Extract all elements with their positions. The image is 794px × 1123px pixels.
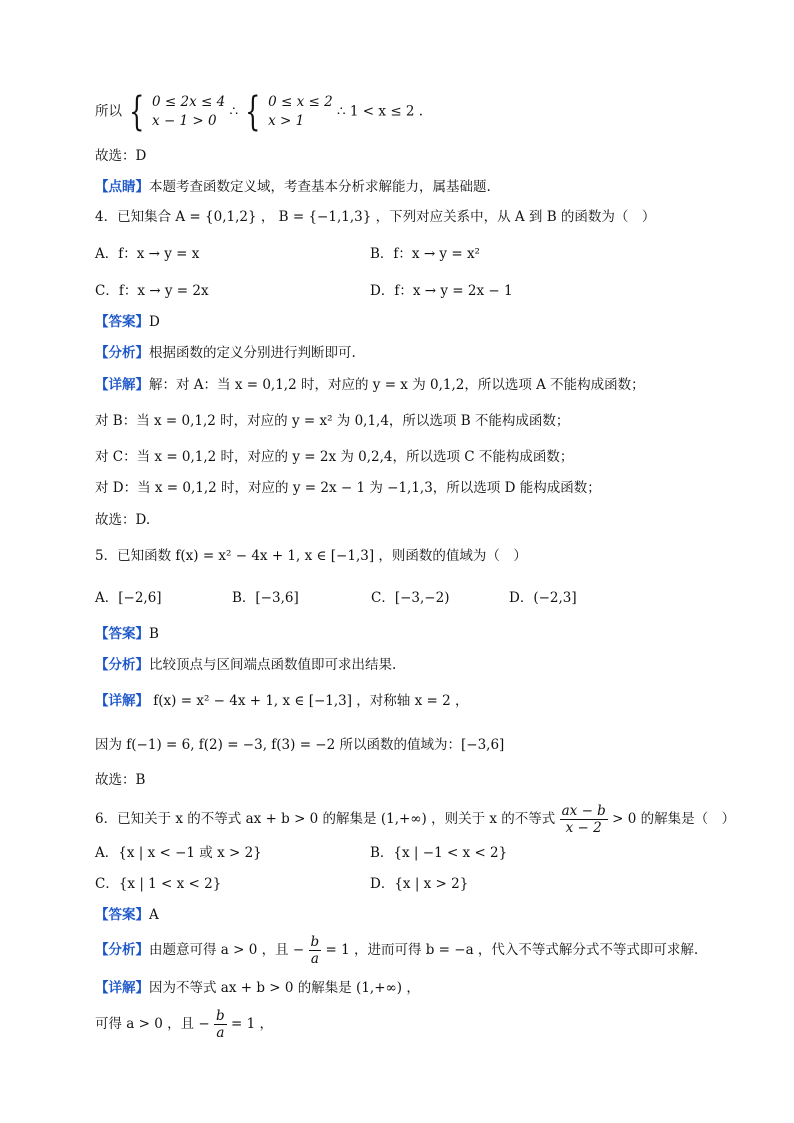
question-5-detail-2: 因为 f(−1) = 6, f(2) = −3, f(3) = −2 所以函数的值域为：[−3,6] xyxy=(95,737,505,753)
question-5-detail-1: 【详解】 f(x) = x² − 4x + 1, x ∈ [−1,3] ，对称轴 x = 2 ， xyxy=(95,693,469,709)
question-4-detail-1: 【详解】解：对 A：当 x = 0,1,2 时，对应的 y = x 为 0,1,2，所以选项 A 不能构成函数； xyxy=(95,377,645,393)
option-b: B．f：x → y = x² xyxy=(370,246,480,262)
option-d: D．(−2,3] xyxy=(509,590,577,606)
question-4-stem: 4．已知集合 A = {0,1,2} ， B = {−1,1,3} ，下列对应关系中，从 A 到 B 的函数为（ ） xyxy=(95,209,656,225)
question-6-detail-2: 可得 a > 0 ，且 − $\frac{b}{a}$ = 1 ， xyxy=(95,1008,273,1041)
result-text: ∴ 1 < x ≤ 2 . xyxy=(337,103,424,120)
option-c: C．[−3,−2) xyxy=(371,590,450,606)
answer-tag: 【答案】 xyxy=(95,314,149,330)
left-brace: { xyxy=(129,89,145,135)
option-d: D．f：x → y = 2x − 1 xyxy=(370,283,513,299)
option-c: C．f：x → y = 2x xyxy=(95,283,209,299)
question-5-conclusion: 故选：B xyxy=(95,772,146,788)
question-6-stem: 6．已知关于 x 的不等式 ax + b > 0 的解集是 (1,+∞) ，则关于 x 的不等式 $\frac{ax - b}{x - 2}$ > 0 的解集是（ ） xyxy=(95,803,736,836)
option-a: A．f：x → y = x xyxy=(95,246,200,262)
option-c: C．{x | 1 < x < 2} xyxy=(95,876,222,892)
answer-tag: 【答案】 xyxy=(95,626,149,642)
question-6-detail-1: 【详解】因为不等式 ax + b > 0 的解集是 (1,+∞) ， xyxy=(95,980,420,996)
comment-line: 【点睛】本题考查函数定义域，考查基本分析求解能力，属基础题. xyxy=(95,179,491,195)
comment-tag: 【点睛】 xyxy=(95,179,149,195)
domain-conclusion-line: 所以 { 0 ≤ 2x ≤ 4 x − 1 > 0 ∴ { 0 ≤ x ≤ 2 x > 1 ∴ 1 < x ≤ 2 . xyxy=(95,89,424,135)
question-5-answer: 【答案】B xyxy=(95,626,159,642)
fraction: $\frac{b}{a}$ xyxy=(216,1008,225,1041)
option-a: A．{x | x < −1 或 x > 2} xyxy=(95,845,262,861)
analysis-tag: 【分析】 xyxy=(95,657,149,673)
question-4-detail-2: 对 B：当 x = 0,1,2 时，对应的 y = x² 为 0,1,4，所以选项 B 不能构成函数； xyxy=(95,413,570,429)
inequality-system-1: 0 ≤ 2x ≤ 4 x − 1 > 0 xyxy=(152,94,226,129)
option-a: A．[−2,6] xyxy=(95,590,162,606)
option-b: B．{x | −1 < x < 2} xyxy=(370,845,508,861)
left-brace: { xyxy=(245,89,261,135)
question-6-analysis: 【分析】由题意可得 a > 0 ，且 − $\frac{b}{a}$ = 1 ，进而可得 b = −a ，代入不等式解分式不等式即可求解. xyxy=(95,934,699,967)
fraction: $\frac{b}{a}$ xyxy=(310,934,320,967)
inequality-system-2: 0 ≤ x ≤ 2 x > 1 xyxy=(268,94,333,129)
question-5-stem: 5．已知函数 f(x) = x² − 4x + 1, x ∈ [−1,3] ，则函数的值域为（ ） xyxy=(95,548,527,564)
question-4-answer: 【答案】D xyxy=(95,314,160,330)
detail-tag: 【详解】 xyxy=(95,693,149,709)
prefix-text: 所以 xyxy=(95,103,122,120)
question-4-conclusion: 故选：D. xyxy=(95,512,151,528)
question-4-detail-3: 对 C：当 x = 0,1,2 时，对应的 y = 2x 为 0,2,4，所以选项 C 不能构成函数； xyxy=(95,449,574,465)
analysis-tag: 【分析】 xyxy=(95,942,149,958)
option-d: D．{x | x > 2} xyxy=(370,876,469,892)
question-6-answer: 【答案】A xyxy=(95,907,159,923)
question-4-analysis: 【分析】根据函数的定义分别进行判断即可. xyxy=(95,345,356,361)
analysis-tag: 【分析】 xyxy=(95,345,149,361)
question-5-analysis: 【分析】比较顶点与区间端点函数值即可求出结果. xyxy=(95,657,397,673)
detail-tag: 【详解】 xyxy=(95,377,149,393)
choice-line: 故选：D xyxy=(95,148,147,164)
question-4-detail-4: 对 D：当 x = 0,1,2 时，对应的 y = 2x − 1 为 −1,1,3，所以选项 D 能构成函数； xyxy=(95,480,601,496)
detail-tag: 【详解】 xyxy=(95,980,149,996)
answer-tag: 【答案】 xyxy=(95,907,149,923)
fraction: $\frac{ax - b}{x - 2}$ xyxy=(561,803,606,836)
option-b: B．[−3,6] xyxy=(232,590,299,606)
